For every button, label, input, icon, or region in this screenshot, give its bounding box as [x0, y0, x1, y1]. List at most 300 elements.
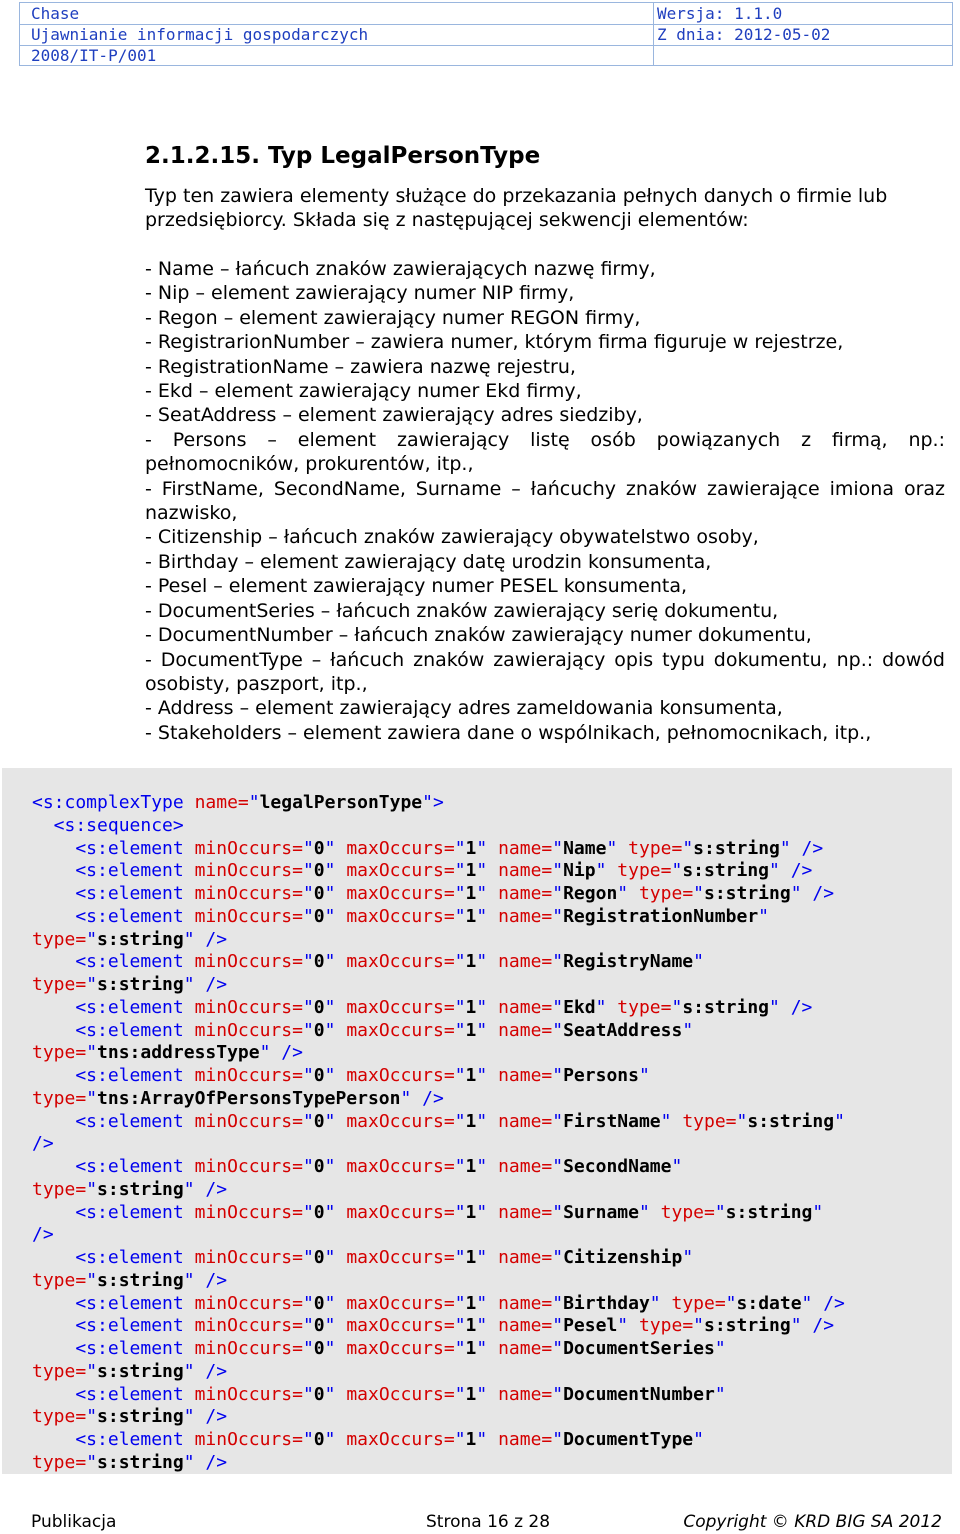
code-attribute-token: minOccurs=: [194, 951, 303, 973]
code-line: [32, 1247, 845, 1270]
code-tag-token: " />: [790, 883, 835, 904]
code-attribute-token: maxOccurs=: [346, 1156, 455, 1177]
code-tag-token: ": [552, 1201, 564, 1223]
header-company: Chase: [31, 4, 80, 23]
code-line: [32, 1452, 845, 1475]
code-tag-token: " />: [259, 1042, 303, 1064]
list-item: - DocumentSeries – łańcuch znaków zawierający serię dokumentu,: [145, 599, 779, 622]
code-tag-token: ": [454, 1065, 466, 1086]
list-item: - Pesel – element zawierający numer PESEL konsumenta,: [145, 575, 688, 598]
code-tag-token: ": [812, 1201, 824, 1223]
code-line: [32, 1133, 845, 1156]
code-tag-token: ": [725, 1292, 737, 1314]
code-attribute-token: minOccurs=: [194, 1315, 303, 1337]
code-value-token: 1: [465, 1201, 477, 1223]
code-tag-token: ": [454, 1110, 466, 1132]
code-tag-token: <s:element: [32, 1315, 195, 1337]
code-attribute-token: maxOccurs=: [346, 1065, 455, 1086]
code-tag-token: ": [324, 1338, 347, 1359]
code-tag-token: ">: [422, 792, 444, 813]
code-tag-token: ": [302, 1065, 314, 1086]
code-tag-token: " />: [400, 1087, 444, 1109]
code-value-token: 1: [465, 837, 477, 859]
code-attribute-token: name=: [498, 1156, 553, 1177]
code-attribute-token: maxOccurs=: [346, 1247, 455, 1268]
code-tag-token: <s:element: [32, 1156, 195, 1177]
code-attribute-token: maxOccurs=: [346, 883, 455, 904]
code-tag-token: ": [714, 1338, 726, 1359]
code-tag-token: <s:element: [32, 996, 195, 1018]
code-value-token: 1: [465, 996, 477, 1018]
code-value-token: 0: [313, 1201, 325, 1223]
code-tag-token: ": [302, 883, 314, 904]
list-item: - Stakeholders – element zawiera dane o wspólnikach, pełnomocnikach, itp.,: [145, 721, 872, 744]
code-tag-token: ": [834, 1110, 845, 1132]
code-line: [32, 1111, 845, 1134]
list-item: - Regon – element zawierający numer REGON firmy,: [145, 306, 641, 329]
code-attribute-token: type=: [617, 996, 672, 1018]
code-attribute-token: name=: [498, 905, 553, 927]
code-line: [32, 1338, 845, 1361]
code-value-token: 0: [313, 1110, 325, 1132]
code-tag-token: ": [638, 1065, 650, 1086]
code-attribute-token: minOccurs=: [194, 883, 303, 904]
code-value-token: s:string: [97, 1178, 184, 1200]
code-attribute-token: maxOccurs=: [346, 996, 455, 1018]
code-tag-token: ": [476, 1247, 499, 1268]
code-attribute-token: maxOccurs=: [346, 951, 455, 973]
code-attribute-token: minOccurs=: [194, 1065, 303, 1086]
document-header: [19, 2, 953, 66]
code-attribute-token: type=: [32, 1087, 87, 1109]
code-tag-token: ": [660, 1110, 683, 1132]
code-attribute-token: minOccurs=: [194, 996, 303, 1018]
code-value-token: 1: [465, 1156, 477, 1177]
code-tag-token: ": [324, 1019, 347, 1041]
code-attribute-token: minOccurs=: [194, 905, 303, 927]
code-tag-token: ": [476, 1065, 499, 1086]
code-attribute-token: type=: [32, 1360, 87, 1382]
code-tag-token: ": [324, 837, 347, 859]
code-tag-token: " />: [183, 974, 228, 995]
code-attribute-token: name=: [498, 1383, 553, 1405]
code-tag-token: ": [454, 951, 466, 973]
code-value-token: 1: [465, 1110, 477, 1132]
code-tag-token: ": [302, 837, 314, 859]
code-value-token: s:string: [704, 883, 791, 904]
code-tag-token: ": [693, 1315, 704, 1337]
code-tag-token: ": [454, 1315, 466, 1337]
code-attribute-token: type=: [32, 1406, 87, 1428]
code-value-token: 0: [313, 1065, 325, 1086]
code-tag-token: ": [552, 837, 564, 859]
code-tag-token: ": [86, 1178, 98, 1200]
code-attribute-token: minOccurs=: [194, 1156, 303, 1177]
code-tag-token: ": [302, 996, 314, 1018]
code-attribute-token: name=: [498, 883, 553, 904]
list-item: - Persons – element zawierający listę osób powiązanych z firmą, np.: pełnomocników, prokurentów, itp.,: [145, 428, 945, 476]
code-value-token: s:string: [97, 1451, 184, 1473]
code-value-token: 0: [313, 1019, 325, 1041]
code-tag-token: ": [736, 1110, 748, 1132]
footer-publication: Publikacja: [31, 1512, 117, 1532]
code-tag-token: ": [86, 1451, 98, 1473]
code-tag-token: ": [693, 1429, 704, 1450]
code-line: [32, 815, 845, 838]
code-line: [32, 1042, 845, 1065]
code-attribute-token: name=: [498, 837, 553, 859]
code-attribute-token: minOccurs=: [194, 1247, 303, 1268]
code-tag-token: ": [454, 1338, 466, 1359]
code-tag-token: ": [595, 996, 618, 1018]
code-tag-token: <s:element: [32, 860, 195, 882]
code-value-token: Birthday: [563, 1292, 650, 1314]
code-attribute-token: maxOccurs=: [346, 1315, 455, 1337]
code-tag-token: ": [324, 1429, 347, 1450]
code-value-token: Surname: [563, 1201, 639, 1223]
code-value-token: s:string: [97, 1360, 184, 1382]
code-value-token: 1: [465, 1019, 477, 1041]
code-attribute-token: name=: [498, 1019, 553, 1041]
code-tag-token: ": [682, 1019, 694, 1041]
code-value-token: legalPersonType: [259, 792, 423, 813]
code-tag-token: ": [476, 905, 499, 927]
code-tag-token: <s:element: [32, 837, 195, 859]
code-attribute-token: minOccurs=: [194, 860, 303, 882]
code-tag-token: ": [302, 1315, 314, 1337]
code-tag-token: ": [476, 1201, 499, 1223]
code-value-token: 1: [465, 883, 477, 904]
code-tag-token: ": [324, 1292, 347, 1314]
element-list: [145, 257, 945, 745]
code-attribute-token: minOccurs=: [194, 1338, 303, 1359]
code-tag-token: ": [302, 951, 314, 973]
code-tag-token: ": [454, 1292, 466, 1314]
code-attribute-token: type=: [671, 1292, 726, 1314]
code-tag-token: ": [758, 905, 770, 927]
code-tag-token: ": [324, 1247, 347, 1268]
code-tag-token: ": [324, 1383, 347, 1405]
list-item: - SeatAddress – element zawierający adres siedziby,: [145, 404, 643, 427]
code-line: [32, 1293, 845, 1316]
header-version: Wersja: 1.1.0: [657, 4, 783, 23]
header-doc-id: 2008/IT-P/001: [31, 46, 157, 65]
code-value-token: 0: [313, 1156, 325, 1177]
code-tag-token: ": [476, 996, 499, 1018]
list-item: - RegistrationName – zawiera nazwę rejestru,: [145, 355, 576, 378]
code-tag-token: ": [302, 1247, 314, 1268]
code-attribute-token: type=: [617, 860, 672, 882]
code-tag-token: <s:element: [32, 951, 195, 973]
code-tag-token: ": [476, 837, 499, 859]
header-date: Z dnia: 2012-05-02: [657, 25, 831, 44]
list-item: - Birthday – element zawierający datę urodzin konsumenta,: [145, 550, 712, 573]
code-tag-token: ": [476, 1383, 499, 1405]
code-attribute-token: maxOccurs=: [346, 1201, 455, 1223]
code-tag-token: ": [324, 1201, 347, 1223]
code-value-token: 1: [465, 1065, 477, 1086]
code-attribute-token: maxOccurs=: [346, 860, 455, 882]
code-tag-token: ": [476, 1110, 499, 1132]
code-value-token: s:string: [97, 974, 184, 995]
code-tag-token: ": [552, 1019, 564, 1041]
code-value-token: s:string: [682, 860, 770, 882]
code-tag-token: ": [595, 860, 618, 882]
code-tag-token: ": [693, 951, 704, 973]
header-row-divider: [20, 45, 952, 46]
code-attribute-token: name=: [498, 1315, 553, 1337]
code-value-token: SeatAddress: [563, 1019, 683, 1041]
code-tag-token: ": [671, 860, 683, 882]
code-tag-token: <s:sequence>: [32, 814, 184, 836]
code-tag-token: ": [476, 1338, 499, 1359]
code-line: [32, 1315, 845, 1338]
code-tag-token: ": [476, 883, 499, 904]
list-item: - Citizenship – łańcuch znaków zawierający obywatelstwo osoby,: [145, 526, 759, 549]
code-tag-token: <s:element: [32, 1338, 195, 1359]
code-attribute-token: maxOccurs=: [346, 1110, 455, 1132]
section-intro: Typ ten zawiera elementy służące do przekazania pełnych danych o firmie lub przedsiębiorcy. Składa się z następującej sekwencji elementów:: [145, 185, 888, 232]
code-tag-token: ": [552, 1315, 564, 1337]
section-title: 2.1.2.15. Typ LegalPersonType: [145, 143, 541, 169]
header-column-divider: [653, 3, 654, 65]
xml-code-block: [2, 768, 952, 1474]
code-value-token: tns:addressType: [97, 1042, 260, 1064]
list-item: - DocumentType – łańcuch znaków zawierający opis typu dokumentu, np.: dowód osobisty, paszport, itp.,: [145, 648, 945, 695]
code-tag-token: ": [324, 951, 347, 973]
code-attribute-token: maxOccurs=: [346, 1383, 455, 1405]
code-tag-token: <s:element: [32, 1429, 195, 1450]
code-tag-token: ": [693, 883, 704, 904]
code-tag-token: " />: [183, 1406, 228, 1428]
code-attribute-token: maxOccurs=: [346, 1338, 455, 1359]
code-value-token: s:string: [747, 1110, 835, 1132]
code-line: [32, 906, 845, 929]
code-value-token: Nip: [563, 860, 596, 882]
code-line: [32, 1065, 845, 1088]
code-tag-token: ": [324, 1156, 347, 1177]
code-tag-token: ": [476, 1292, 499, 1314]
code-line: [32, 1179, 845, 1202]
code-tag-token: ": [476, 1315, 499, 1337]
code-tag-token: ": [552, 1156, 564, 1177]
code-tag-token: ": [86, 928, 98, 950]
list-item: - DocumentNumber – łańcuch znaków zawierający numer dokumentu,: [145, 624, 812, 647]
code-attribute-token: type=: [638, 1315, 694, 1337]
code-attribute-token: type=: [638, 883, 694, 904]
code-tag-token: " />: [769, 860, 813, 882]
code-attribute-token: type=: [32, 928, 87, 950]
code-line: [32, 974, 845, 997]
code-value-token: 0: [313, 1338, 325, 1359]
code-attribute-token: name=: [498, 860, 553, 882]
code-tag-token: ": [302, 1110, 314, 1132]
code-attribute-token: name=: [498, 951, 553, 973]
code-attribute-token: type=: [32, 1269, 87, 1291]
code-value-token: s:string: [725, 1201, 813, 1223]
code-tag-token: ": [617, 883, 639, 904]
code-tag-token: " />: [183, 928, 228, 950]
code-tag-token: " />: [779, 837, 824, 859]
code-tag-token: <s:element: [32, 1383, 195, 1405]
code-tag-token: " />: [769, 996, 813, 1018]
code-tag-token: ": [454, 883, 466, 904]
code-tag-token: <s:element: [32, 905, 195, 927]
code-value-token: 1: [465, 1247, 477, 1268]
code-tag-token: ": [248, 792, 260, 813]
code-line: [32, 1406, 845, 1429]
code-value-token: RegistrationNumber: [563, 905, 759, 927]
code-value-token: s:string: [682, 996, 770, 1018]
code-line: [32, 1224, 845, 1247]
code-tag-token: ": [302, 1201, 314, 1223]
code-attribute-token: type=: [32, 1042, 87, 1064]
code-tag-token: ": [552, 1292, 564, 1314]
code-line: [32, 951, 845, 974]
list-item: - Nip – element zawierający numer NIP firmy,: [145, 282, 575, 305]
code-value-token: Name: [563, 837, 607, 859]
code-value-token: 1: [465, 905, 477, 927]
code-tag-token: " />: [183, 1269, 228, 1291]
code-value-token: Citizenship: [563, 1247, 683, 1268]
code-attribute-token: name=: [498, 1110, 553, 1132]
code-tag-token: ": [86, 1269, 98, 1291]
code-tag-token: ": [649, 1292, 672, 1314]
code-tag-token: ": [476, 860, 499, 882]
code-attribute-token: minOccurs=: [194, 1201, 303, 1223]
code-tag-token: ": [302, 860, 314, 882]
code-tag-token: ": [454, 837, 466, 859]
code-tag-token: ": [552, 1429, 564, 1450]
code-tag-token: ": [86, 1042, 98, 1064]
code-attribute-token: type=: [628, 837, 683, 859]
code-line: [32, 1020, 845, 1043]
code-tag-token: ": [714, 1201, 726, 1223]
code-tag-token: ": [606, 837, 629, 859]
code-tag-token: <s:element: [32, 883, 195, 904]
code-value-token: 0: [313, 1292, 325, 1314]
code-tag-token: ": [714, 1383, 726, 1405]
code-line: [32, 1429, 845, 1452]
code-tag-token: ": [682, 1247, 694, 1268]
code-line: [32, 860, 845, 883]
code-tag-token: ": [302, 1338, 314, 1359]
code-attribute-token: maxOccurs=: [346, 1429, 455, 1450]
code-tag-token: ": [552, 951, 564, 973]
code-tag-token: ": [476, 1019, 499, 1041]
code-tag-token: ": [324, 860, 347, 882]
code-attribute-token: name=: [194, 792, 249, 813]
code-value-token: s:string: [97, 1269, 184, 1291]
list-item: - FirstName, SecondName, Surname – łańcuchy znaków zawierające imiona oraz nazwisko,: [145, 477, 945, 525]
code-line: [32, 1088, 845, 1111]
code-tag-token: ": [454, 905, 466, 927]
code-attribute-token: name=: [498, 1247, 553, 1268]
code-tag-token: ": [552, 883, 564, 904]
list-item: - Address – element zawierający adres zameldowania konsumenta,: [145, 697, 783, 720]
code-value-token: s:string: [97, 928, 184, 950]
code-tag-token: ": [682, 837, 694, 859]
code-value-token: 0: [313, 996, 325, 1018]
code-attribute-token: minOccurs=: [194, 1019, 303, 1041]
code-tag-token: <s:element: [32, 1110, 195, 1132]
code-line: [32, 1156, 845, 1179]
code-line: [32, 883, 845, 906]
code-tag-token: ": [86, 974, 98, 995]
code-tag-token: " />: [183, 1451, 228, 1473]
code-tag-token: ": [86, 1087, 98, 1109]
code-attribute-token: minOccurs=: [194, 1110, 303, 1132]
code-tag-token: ": [454, 1383, 466, 1405]
code-tag-token: ": [552, 905, 564, 927]
code-tag-token: ": [324, 1315, 347, 1337]
code-tag-token: ": [454, 1156, 466, 1177]
code-tag-token: <s:element: [32, 1247, 195, 1268]
code-attribute-token: name=: [498, 1338, 553, 1359]
code-attribute-token: maxOccurs=: [346, 1292, 455, 1314]
code-value-token: 0: [313, 905, 325, 927]
code-value-token: 1: [465, 1338, 477, 1359]
code-value-token: 0: [313, 883, 325, 904]
code-attribute-token: type=: [682, 1110, 737, 1132]
code-tag-token: ": [86, 1360, 98, 1382]
code-value-token: RegistryName: [563, 951, 694, 973]
code-value-token: 1: [465, 951, 477, 973]
code-line: [32, 997, 845, 1020]
footer-page-number: Strona 16 z 28: [426, 1512, 551, 1532]
code-tag-token: ": [476, 951, 499, 973]
code-line: [32, 838, 845, 861]
code-value-token: s:string: [693, 837, 780, 859]
list-item: - Ekd – element zawierający numer Ekd firmy,: [145, 380, 582, 403]
code-tag-token: ": [302, 1019, 314, 1041]
code-tag-token: ": [324, 1065, 347, 1086]
code-value-token: s:date: [736, 1292, 802, 1314]
code-attribute-token: type=: [32, 1178, 87, 1200]
code-listing: [32, 792, 845, 1475]
code-attribute-token: maxOccurs=: [346, 905, 455, 927]
code-value-token: Ekd: [563, 996, 596, 1018]
code-line: [32, 1202, 845, 1225]
code-tag-token: ": [324, 883, 347, 904]
code-tag-token: ": [552, 1383, 564, 1405]
code-tag-token: />: [32, 1133, 54, 1155]
code-attribute-token: minOccurs=: [194, 837, 303, 859]
code-tag-token: ": [476, 1156, 499, 1177]
code-tag-token: ": [638, 1201, 661, 1223]
code-tag-token: ": [454, 1247, 466, 1268]
code-attribute-token: name=: [498, 1429, 553, 1450]
code-tag-token: <s:complexType: [32, 792, 195, 813]
code-tag-token: " />: [801, 1292, 845, 1314]
code-tag-token: ": [302, 1429, 314, 1450]
code-line: [32, 1384, 845, 1407]
code-value-token: 0: [313, 860, 325, 882]
code-value-token: 0: [313, 1247, 325, 1268]
code-attribute-token: minOccurs=: [194, 1383, 303, 1405]
code-tag-token: ": [552, 860, 564, 882]
code-value-token: 0: [313, 1315, 325, 1337]
code-tag-token: <s:element: [32, 1019, 195, 1041]
code-tag-token: <s:element: [32, 1292, 195, 1314]
code-value-token: DocumentNumber: [563, 1383, 715, 1405]
code-value-token: 1: [465, 1292, 477, 1314]
code-attribute-token: minOccurs=: [194, 1429, 303, 1450]
code-line: [32, 929, 845, 952]
code-line: [32, 1270, 845, 1293]
code-attribute-token: maxOccurs=: [346, 837, 455, 859]
code-tag-token: ": [552, 1065, 564, 1086]
